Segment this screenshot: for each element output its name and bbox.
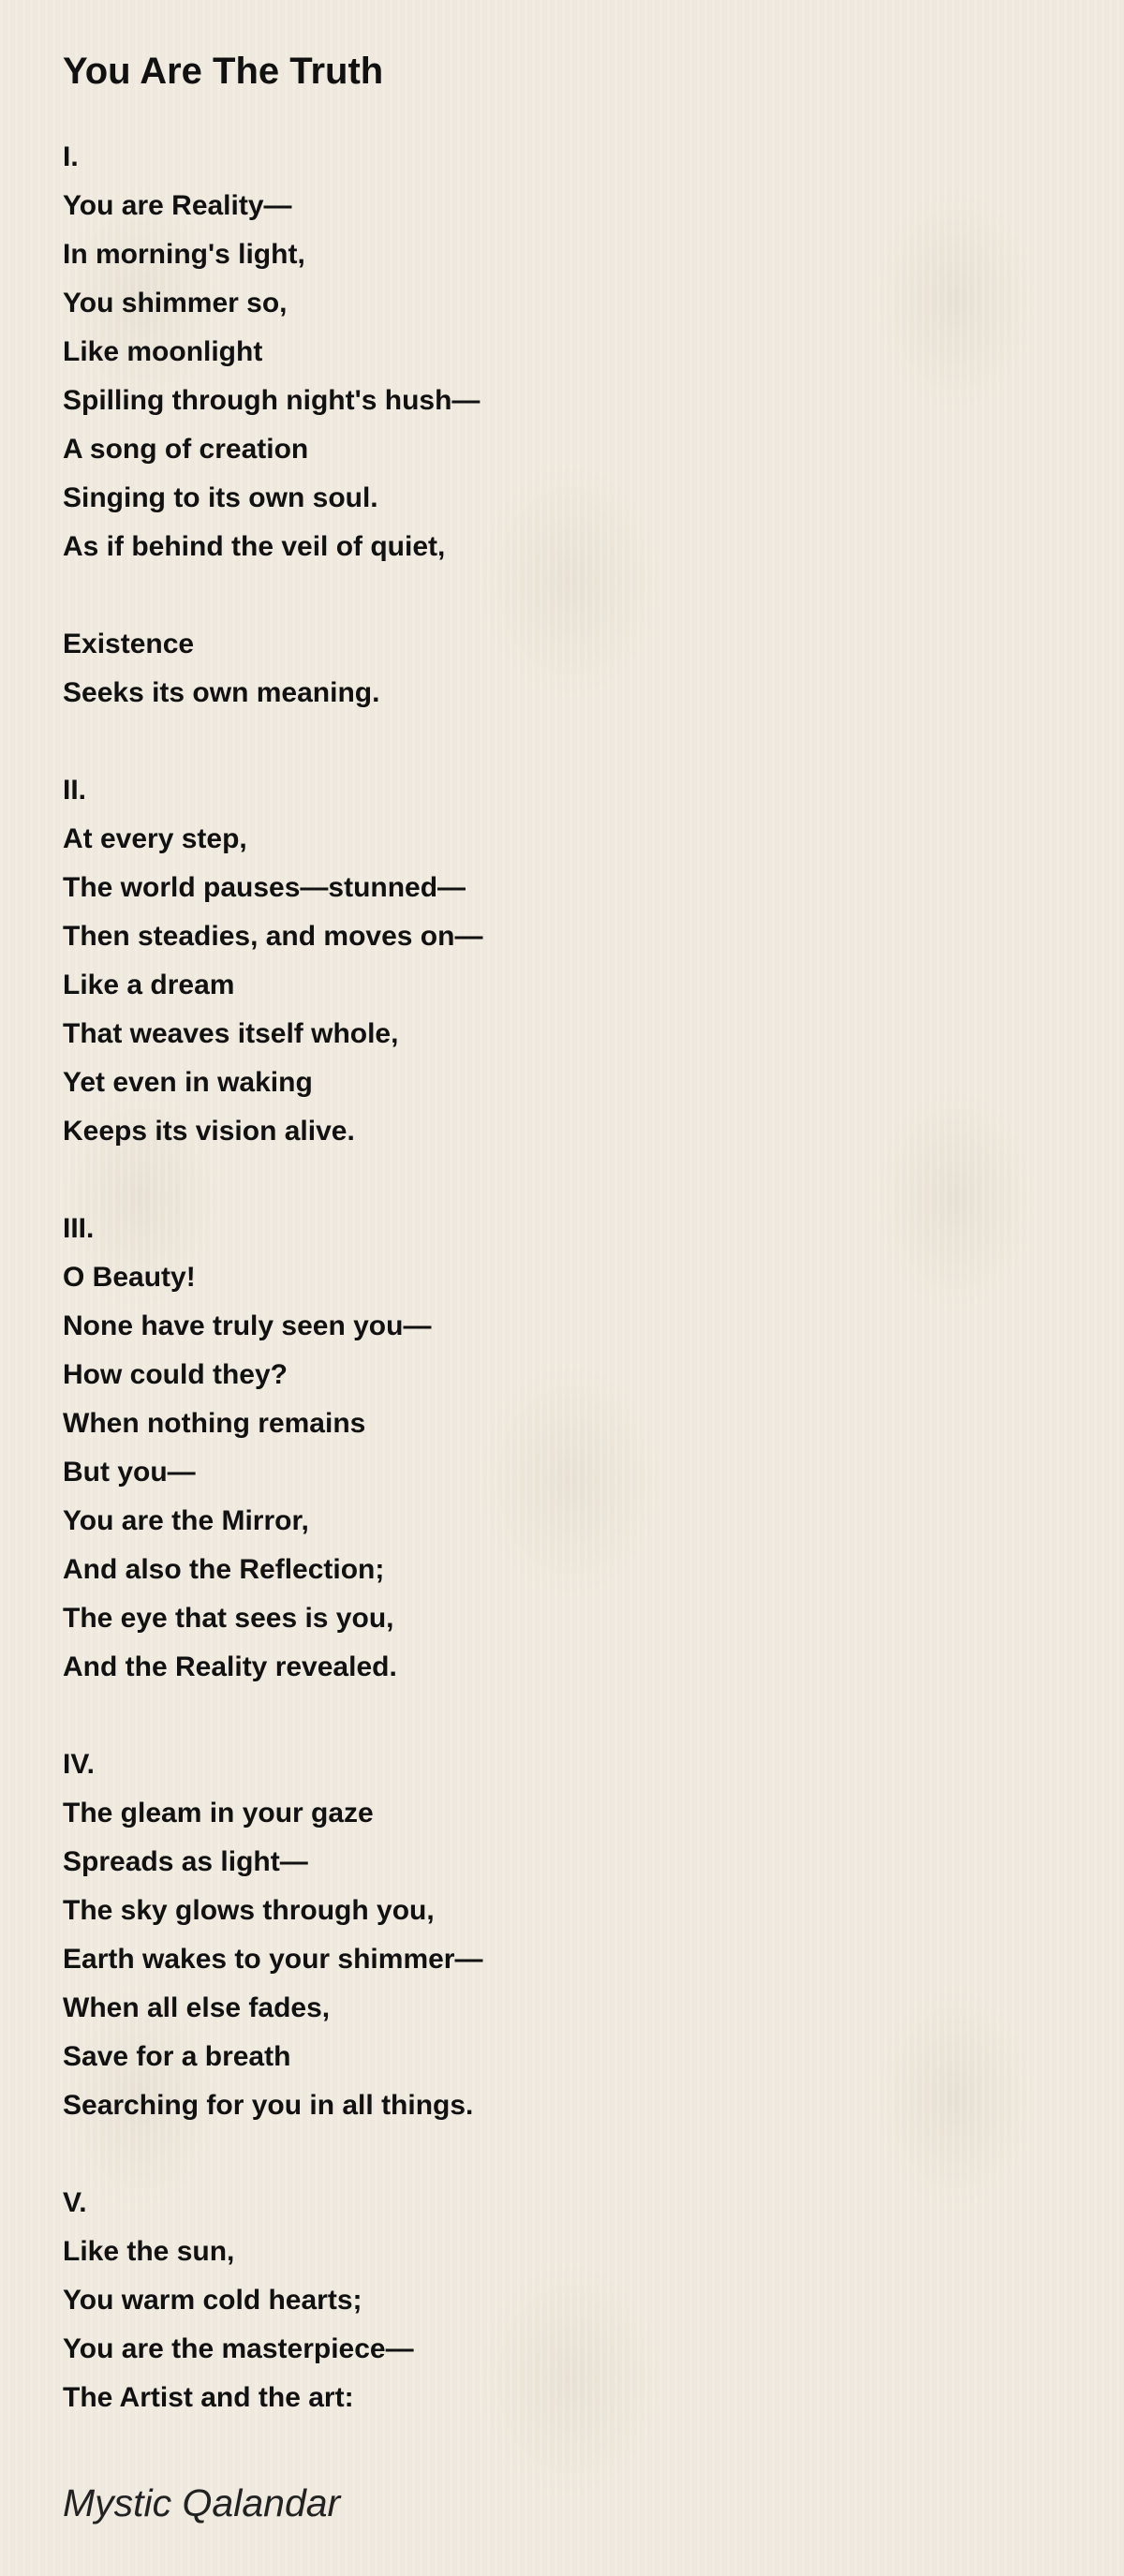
poem-line: The world pauses—stunned— <box>63 872 466 903</box>
poem-line: Seeks its own meaning. <box>63 677 380 708</box>
poem-line: I. <box>63 141 79 172</box>
poem-body <box>63 133 1056 2422</box>
stanza-break <box>63 718 1056 766</box>
poem-container <box>63 47 1056 2422</box>
poem-line: None have truly seen you— <box>63 1310 432 1341</box>
poem-line: A song of creation <box>63 434 309 465</box>
poem-line: The gleam in your gaze <box>63 1798 374 1828</box>
poem-line: You warm cold hearts; <box>63 2285 362 2316</box>
poem-line: The sky glows through you, <box>63 1895 435 1926</box>
stanza-break <box>63 1156 1056 1205</box>
poem-line: Existence <box>63 629 195 659</box>
poem-line: The eye that sees is you, <box>63 1603 394 1634</box>
poem-line: Yet even in waking <box>63 1067 313 1098</box>
poem-line: Keeps its vision alive. <box>63 1116 355 1147</box>
poem-line: O Beauty! <box>63 1262 196 1293</box>
poem-line: Like the sun, <box>63 2236 235 2267</box>
stanza-break <box>63 1692 1056 1740</box>
poem-line: That weaves itself whole, <box>63 1018 399 1049</box>
poem-line: The Artist and the art: <box>63 2382 354 2413</box>
poem-line: You are the Mirror, <box>63 1505 309 1536</box>
poem-line: You are Reality— <box>63 190 292 221</box>
poem-line: You shimmer so, <box>63 288 288 318</box>
poem-author[interactable]: Mystic Qalandar <box>63 2481 341 2524</box>
poem-line: III. <box>63 1213 95 1244</box>
poem-line: Searching for you in all things. <box>63 2090 474 2121</box>
poem-line: When all else fades, <box>63 1992 331 2023</box>
stanza-break <box>63 571 1056 620</box>
poem-line: As if behind the veil of quiet, <box>63 531 446 562</box>
poem-line: Singing to its own soul. <box>63 482 378 513</box>
poem-line: At every step, <box>63 823 247 854</box>
poem-title: You Are The Truth <box>63 51 384 92</box>
poem-line: And also the Reflection; <box>63 1554 385 1585</box>
poem-line: Like a dream <box>63 970 235 1000</box>
poem-line: II. <box>63 775 87 806</box>
poem-line: Like moonlight <box>63 336 263 367</box>
poem-line: Save for a breath <box>63 2041 291 2072</box>
poem-line: V. <box>63 2187 87 2218</box>
poem-line: But you— <box>63 1457 196 1488</box>
poem-line: And the Reality revealed. <box>63 1651 397 1682</box>
poem-line: You are the masterpiece— <box>63 2333 414 2364</box>
poem-line: Spilling through night's hush— <box>63 385 481 416</box>
poem-line: Spreads as light— <box>63 1846 308 1877</box>
poem-line: When nothing remains <box>63 1408 366 1439</box>
stanza-break <box>63 2130 1056 2179</box>
poem-line: In morning's light, <box>63 239 305 270</box>
poem-line: How could they? <box>63 1359 288 1390</box>
poem-line: IV. <box>63 1749 95 1780</box>
poem-line: Then steadies, and moves on— <box>63 921 483 952</box>
poem-line: Earth wakes to your shimmer— <box>63 1944 483 1975</box>
